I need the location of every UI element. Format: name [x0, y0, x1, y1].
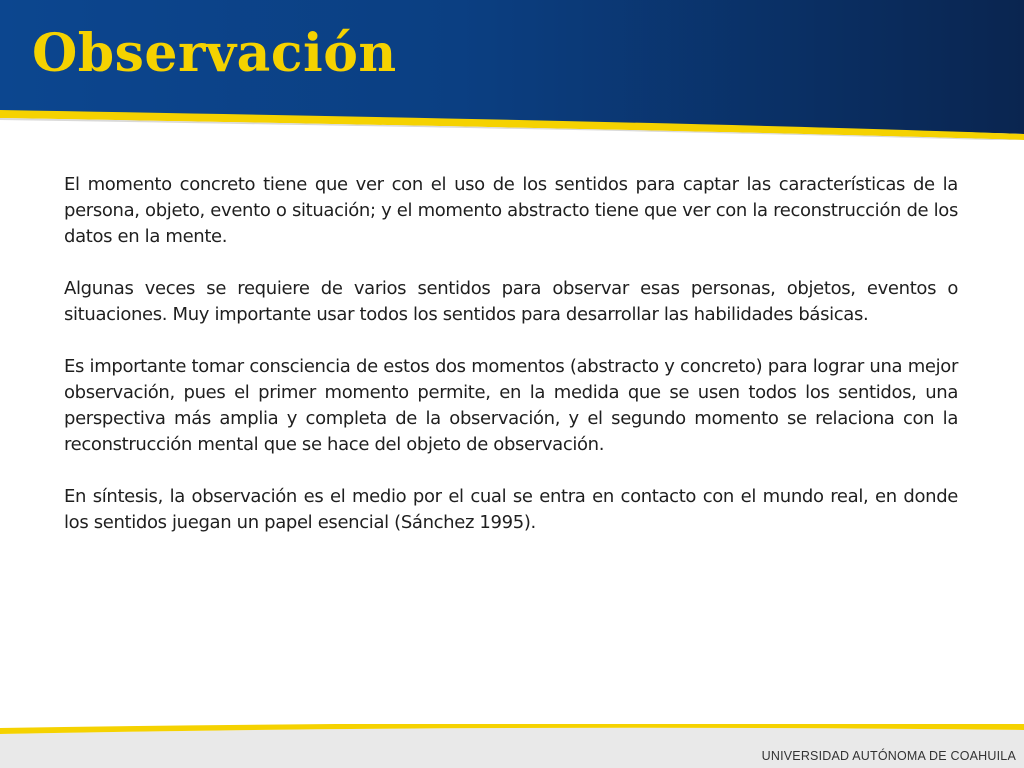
footer-band — [0, 724, 1024, 768]
paragraph-1: El momento concreto tiene que ver con el uso de los sentidos para captar las características de la persona, objeto, evento o situación; y el momento abstracto tiene que ver con la reconstrucción de los datos en la mente. — [64, 174, 958, 247]
footer-institution-label: UNIVERSIDAD AUTÓNOMA DE COAHUILA — [761, 749, 1016, 763]
slide-title: Observación — [32, 23, 397, 84]
paragraph-4: En síntesis, la observación es el medio por el cual se entra en contacto con el mundo real, en donde los sentidos juegan un papel esencial (Sánchez 1995). — [64, 486, 958, 533]
paragraph-3: Es importante tomar consciencia de estos dos momentos (abstracto y concreto) para lograr una mejor observación, pues el primer momento permite, en la medida que se usen todos los sentidos, una perspectiva más amplia y completa de la observación, y el segundo momento se relaciona con la reconstrucción mental que se hace del objeto de observación. — [64, 356, 958, 455]
paragraph-2: Algunas veces se requiere de varios sentidos para observar esas personas, objetos, eventos o situaciones. Muy importante usar todos los sentidos para desarrollar las habilidades básicas. — [64, 278, 958, 325]
slide-body — [64, 172, 958, 562]
